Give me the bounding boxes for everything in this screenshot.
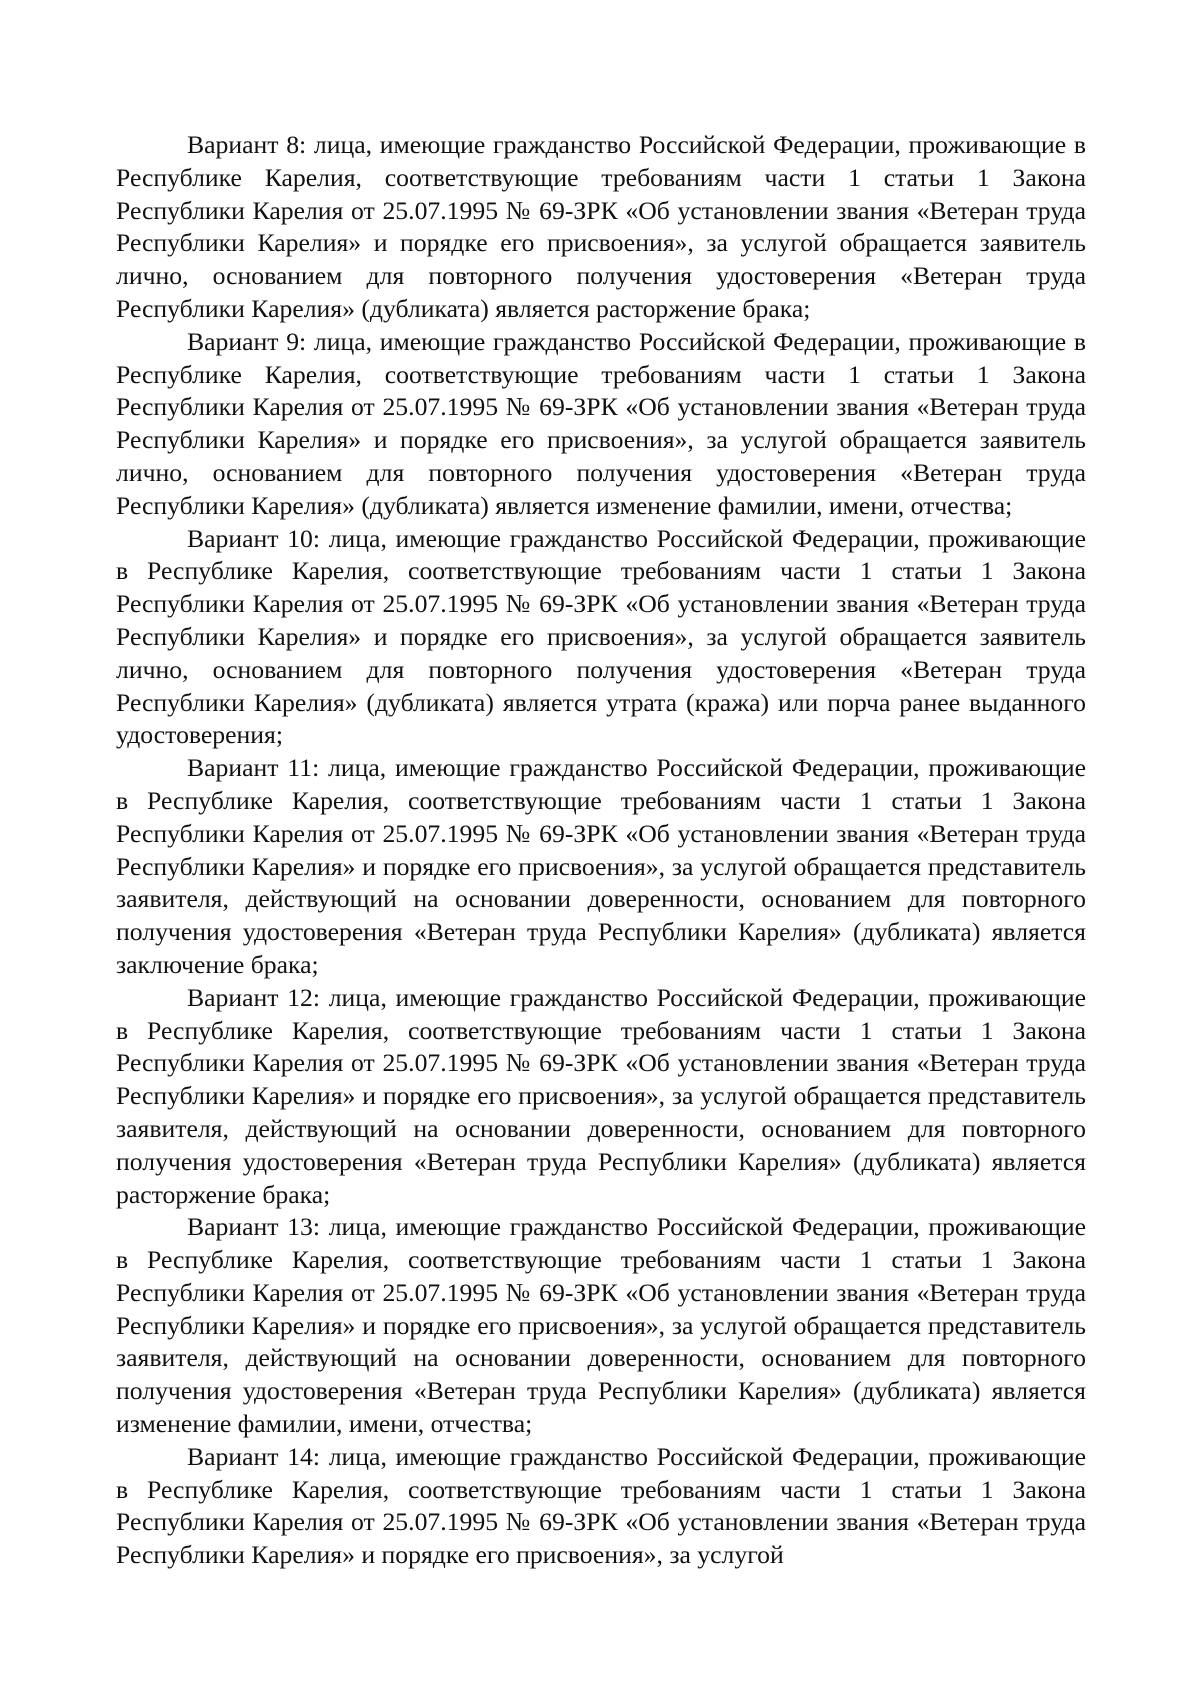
paragraph-variant-9: Вариант 9: лица, имеющие гражданство Российской Федерации, проживающие в Республике Карелия, соответствующие требованиям части 1 статьи 1 Закона Республики Карелия от 25.07.1995 № 69-ЗРК «Об установлении звания «Ветеран труда Республики Карелия» и порядке его присвоения», за услугой обращается заявитель лично, основанием для повторного получения удостоверения «Ветеран труда Республики Карелия» (дубликата) является изменение фамилии, имени, отчества; [116, 326, 1086, 520]
document-body [116, 129, 1086, 1572]
paragraph-variant-13: Вариант 13: лица, имеющие гражданство Российской Федерации, проживающие в Республике Карелия, соответствующие требованиям части 1 статьи 1 Закона Республики Карелия от 25.07.1995 № 69-ЗРК «Об установлении звания «Ветеран труда Республики Карелия» и порядке его присвоения», за услугой обращается представитель заявителя, действующий на основании доверенности, основанием для повторного получения удостоверения «Ветеран труда Республики Карелия» (дубликата) является изменение фамилии, имени, отчества; [116, 1212, 1086, 1439]
paragraph-variant-11: Вариант 11: лица, имеющие гражданство Российской Федерации, проживающие в Республике Карелия, соответствующие требованиям части 1 статьи 1 Закона Республики Карелия от 25.07.1995 № 69-ЗРК «Об установлении звания «Ветеран труда Республики Карелия» и порядке его присвоения», за услугой обращается представитель заявителя, действующий на основании доверенности, основанием для повторного получения удостоверения «Ветеран труда Республики Карелия» (дубликата) является заключение брака; [116, 753, 1086, 979]
paragraph-variant-8: Вариант 8: лица, имеющие гражданство Российской Федерации, проживающие в Республике Карелия, соответствующие требованиям части 1 статьи 1 Закона Республики Карелия от 25.07.1995 № 69-ЗРК «Об установлении звания «Ветеран труда Республики Карелия» и порядке его присвоения», за услугой обращается заявитель лично, основанием для повторного получения удостоверения «Ветеран труда Республики Карелия» (дубликата) является расторжение брака; [116, 130, 1086, 323]
paragraph-variant-10: Вариант 10: лица, имеющие гражданство Российской Федерации, проживающие в Республике Карелия, соответствующие требованиям части 1 статьи 1 Закона Республики Карелия от 25.07.1995 № 69-ЗРК «Об установлении звания «Ветеран труда Республики Карелия» и порядке его присвоения», за услугой обращается заявитель лично, основанием для повторного получения удостоверения «Ветеран труда Республики Карелия» (дубликата) является утрата (кража) или порча ранее выданного удостоверения; [116, 523, 1086, 750]
paragraph-variant-12: Вариант 12: лица, имеющие гражданство Российской Федерации, проживающие в Республике Карелия, соответствующие требованиям части 1 статьи 1 Закона Республики Карелия от 25.07.1995 № 69-ЗРК «Об установлении звания «Ветеран труда Республики Карелия» и порядке его присвоения», за услугой обращается представитель заявителя, действующий на основании доверенности, основанием для повторного получения удостоверения «Ветеран труда Республики Карелия» (дубликата) является расторжение брака; [116, 982, 1086, 1209]
paragraph-variant-14: Вариант 14: лица, имеющие гражданство Российской Федерации, проживающие в Республике Карелия, соответствующие требованиям части 1 статьи 1 Закона Республики Карелия от 25.07.1995 № 69-ЗРК «Об установлении звания «Ветеран труда Республики Карелия» и порядке его присвоения», за услугой [116, 1441, 1086, 1570]
